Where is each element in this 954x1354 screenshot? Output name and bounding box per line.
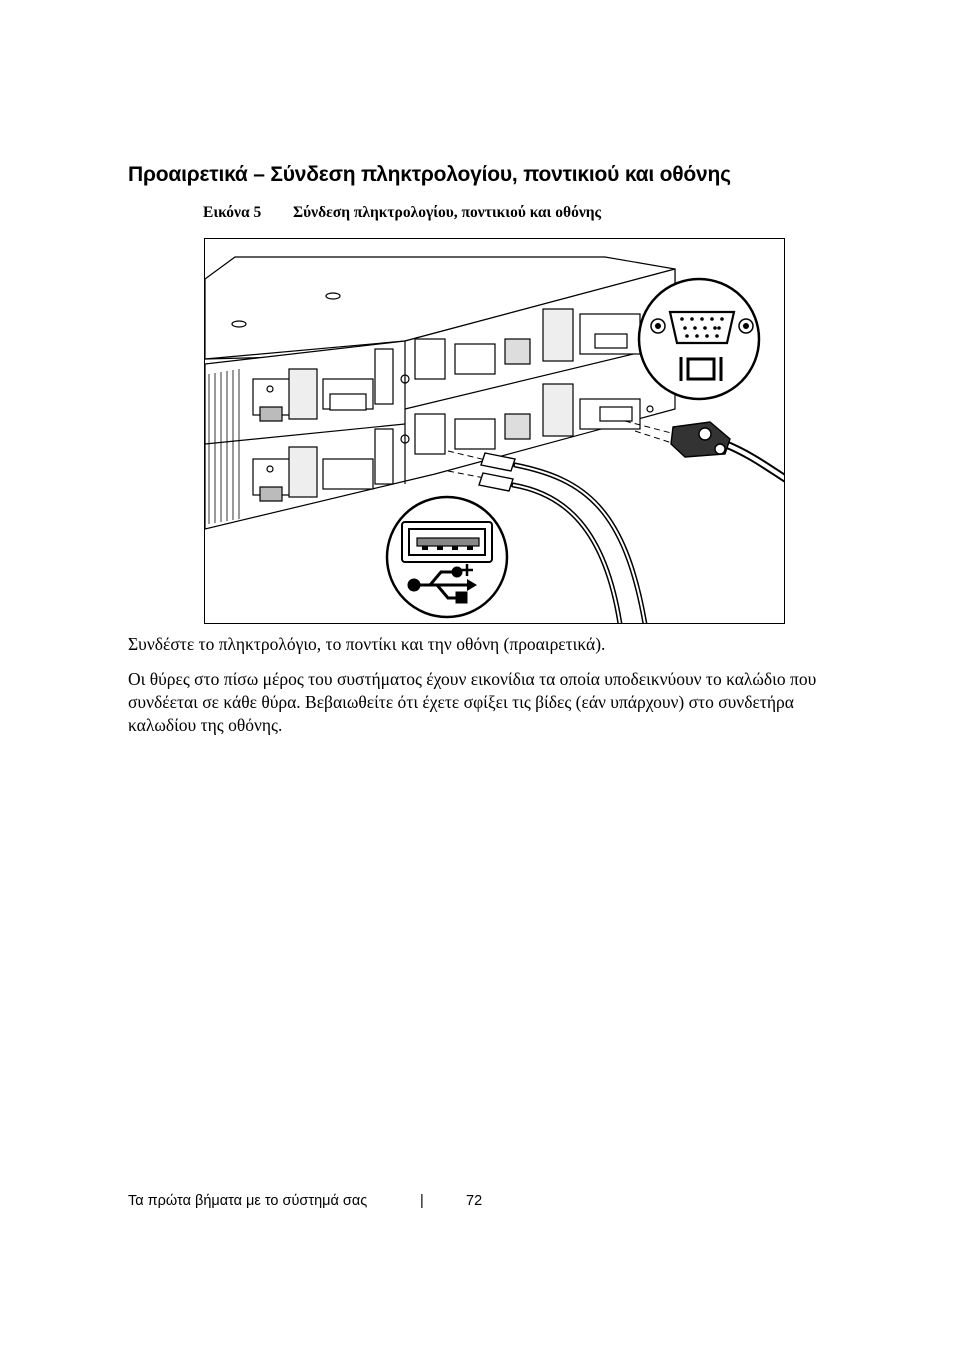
- figure-illustration: [204, 238, 785, 624]
- instruction-paragraph: Συνδέστε το πληκτρολόγιο, το ποντίκι και την οθόνη (προαιρετικά).: [128, 634, 606, 654]
- vga-port-icon: [639, 279, 759, 399]
- page-title: Προαιρετικά – Σύνδεση πληκτρολογίου, ποντικιού και οθόνης: [128, 163, 731, 186]
- description-paragraph: Οι θύρες στο πίσω μέρος του συστήματος έχουν εικονίδια τα οποία υποδεικνύουν το καλώδιο που συνδέεται σε κάθε θύρα. Βεβαιωθείτε ότι έχετε σφίξει τις βίδες (εάν υπάρχουν) στο συνδετήρα καλωδίου της οθόνης.: [128, 669, 817, 735]
- usb-port-icon: [387, 497, 507, 617]
- figure-number: Εικόνα 5: [203, 204, 262, 221]
- page-number: 72: [466, 1193, 483, 1209]
- footer-section-title: Τα πρώτα βήματα με το σύστημά σας: [128, 1193, 368, 1209]
- figure-caption-text: Σύνδεση πληκτρολογίου, ποντικιού και οθόνης: [293, 204, 602, 221]
- server-rear-panel: [205, 257, 675, 529]
- figure-caption: [203, 204, 803, 222]
- footer-separator: |: [420, 1193, 424, 1209]
- page-footer: [128, 1193, 628, 1209]
